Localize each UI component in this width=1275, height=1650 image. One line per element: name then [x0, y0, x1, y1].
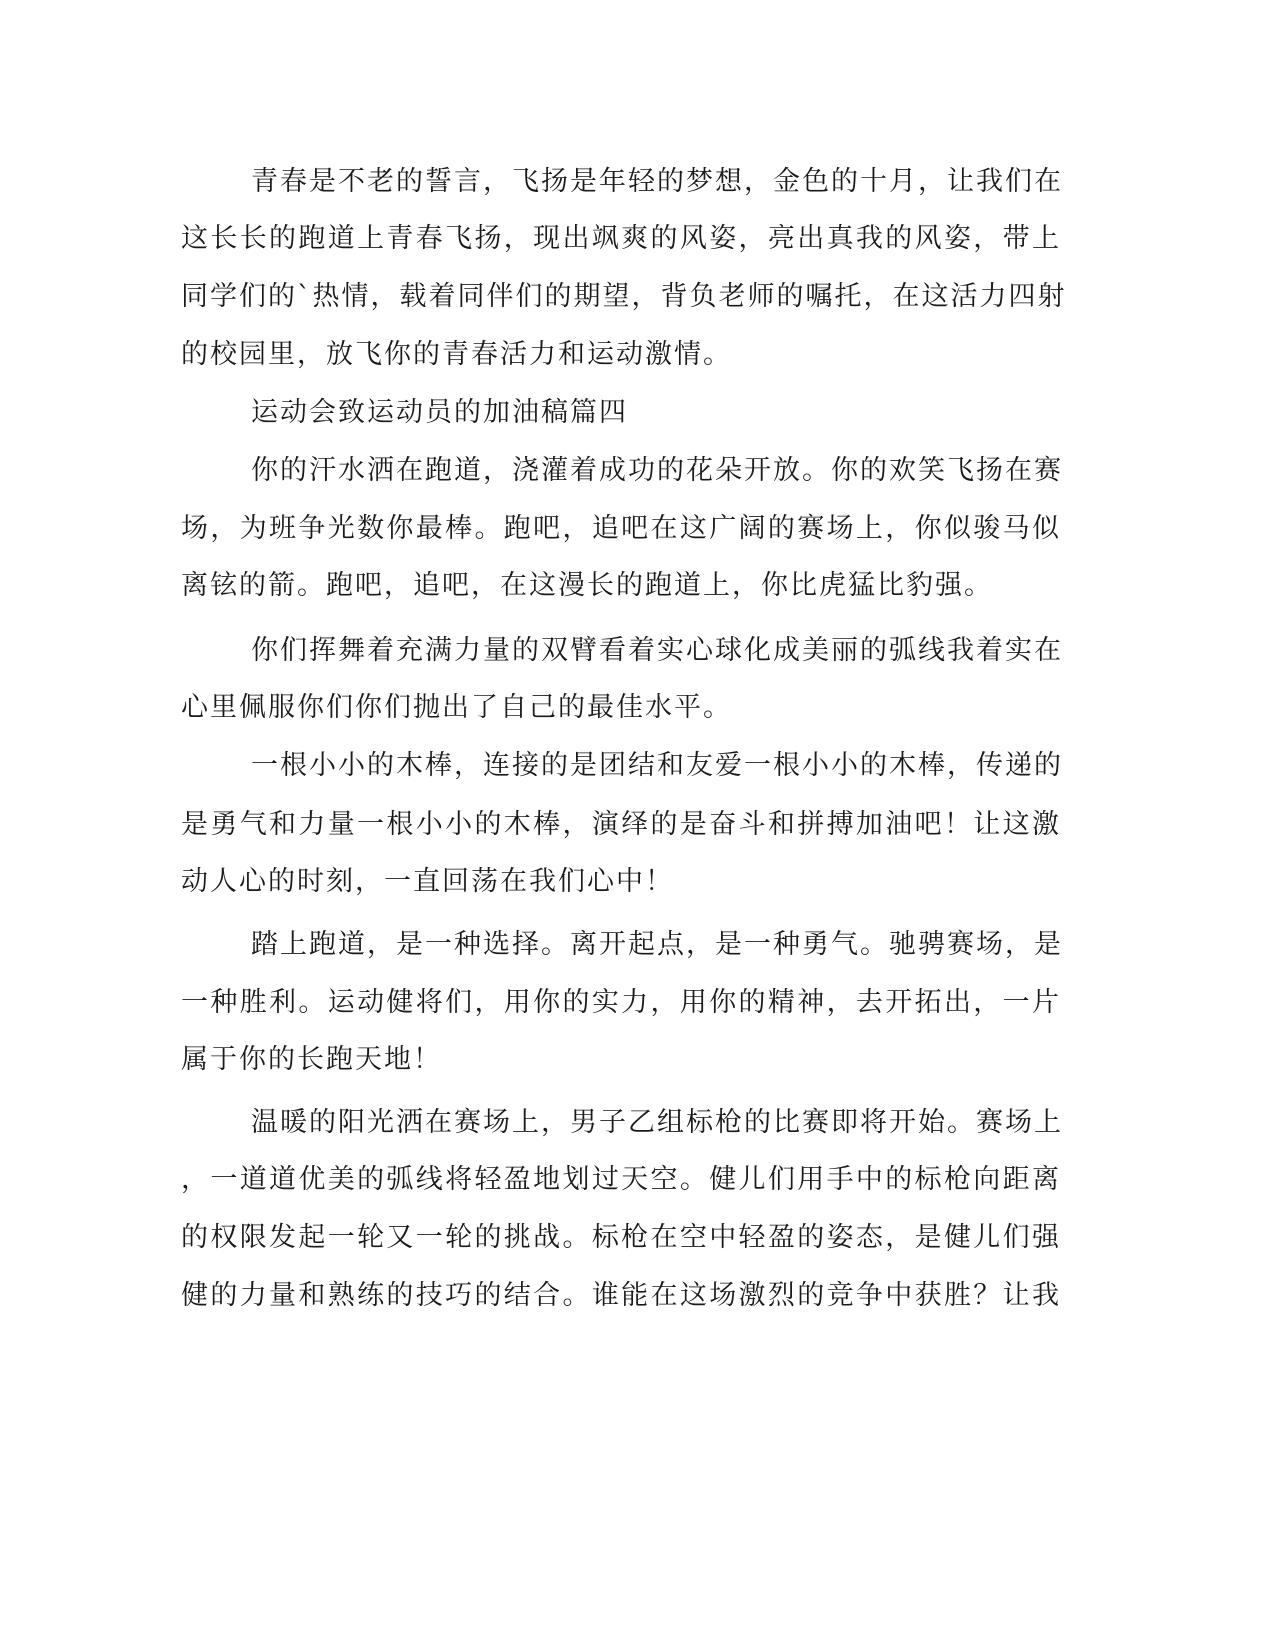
section-heading: 运动会致运动员的加油稿篇四 [251, 397, 628, 428]
paragraph-2-line-1: 你的汗水洒在跑道，浇灌着成功的花朵开放。你的欢笑飞扬在赛 [251, 455, 1063, 486]
paragraph-3-line-2: 心里佩服你们你们抛出了自己的最佳水平。 [181, 692, 732, 723]
paragraph-6-line-4: 健的力量和熟练的技巧的结合。谁能在这场激烈的竞争中获胜？让我 [181, 1280, 1061, 1311]
paragraph-1-line-1: 青春是不老的誓言，飞扬是年轻的梦想，金色的十月，让我们在 [251, 166, 1063, 197]
paragraph-4-line-3: 动人心的时刻，一直回荡在我们心中！ [181, 866, 674, 897]
paragraph-4-line-2: 是勇气和力量一根小小的木棒，演绎的是奋斗和拼搏加油吧！让这激 [181, 809, 1061, 840]
paragraph-2-line-3: 离铉的箭。跑吧，追吧，在这漫长的跑道上，你比虎猛比豹强。 [181, 570, 993, 601]
paragraph-6-line-2: ，一道道优美的弧线将轻盈地划过天空。健儿们用手中的标枪向距离 [181, 1164, 1061, 1195]
paragraph-5-line-1: 踏上跑道，是一种选择。离开起点，是一种勇气。驰骋赛场，是 [251, 929, 1063, 960]
paragraph-6-line-1: 温暖的阳光洒在赛场上，男子乙组标枪的比赛即将开始。赛场上 [251, 1107, 1063, 1138]
paragraph-3-line-1: 你们挥舞着充满力量的双臂看着实心球化成美丽的弧线我着实在 [251, 635, 1063, 666]
paragraph-1-line-4: 的校园里，放飞你的青春活力和运动激情。 [181, 339, 732, 370]
paragraph-1-line-2: 这长长的跑道上青春飞扬，现出飒爽的风姿，亮出真我的风姿，带上 [181, 223, 1061, 254]
paragraph-5-line-2: 一种胜利。运动健将们，用你的实力，用你的精神，去开拓出，一片 [181, 987, 1061, 1018]
paragraph-4-line-1: 一根小小的木棒，连接的是团结和友爱一根小小的木棒，传递的 [251, 750, 1063, 781]
paragraph-6-line-3: 的权限发起一轮又一轮的挑战。标枪在空中轻盈的姿态，是健儿们强 [181, 1222, 1061, 1253]
paragraph-5-line-3: 属于你的长跑天地！ [181, 1044, 442, 1075]
paragraph-1-line-3: 同学们的`热情，载着同伴们的期望，背负老师的嘱托，在这活力四射 [181, 281, 1067, 312]
paragraph-2-line-2: 场，为班争光数你最棒。跑吧，追吧在这广阔的赛场上，你似骏马似 [181, 513, 1061, 544]
